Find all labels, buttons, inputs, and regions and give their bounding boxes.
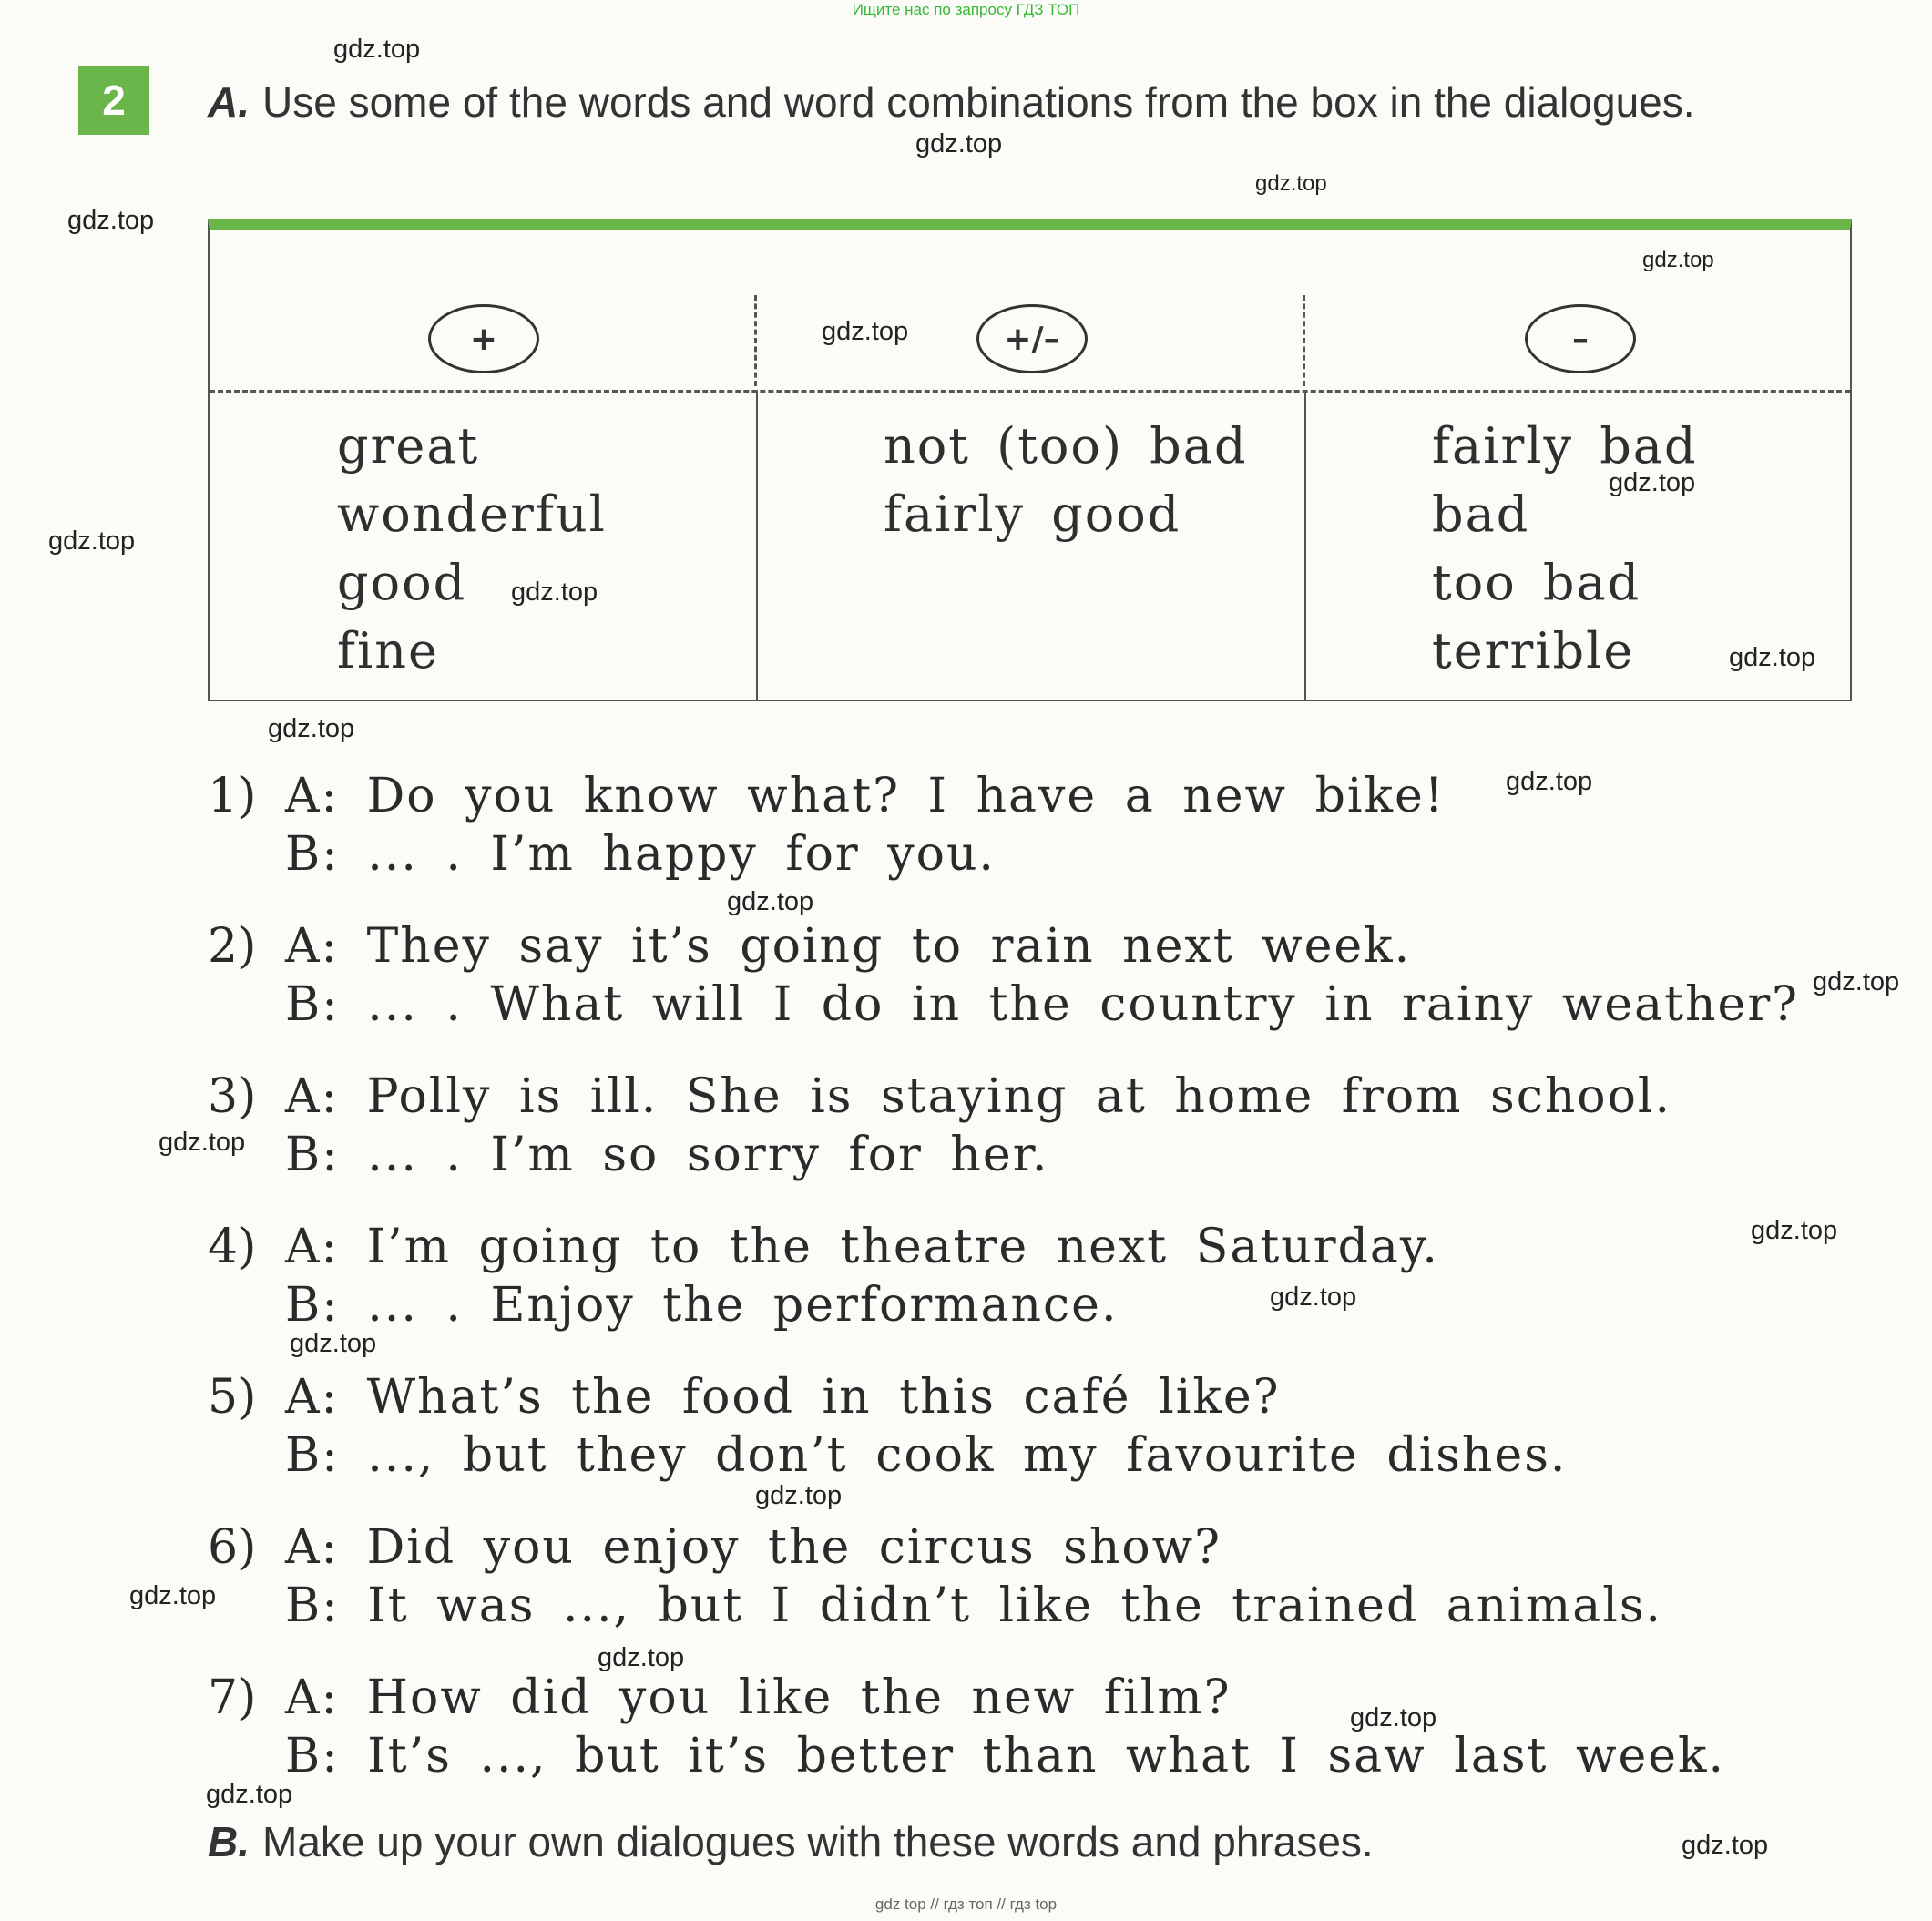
word-item: bad — [1432, 485, 1530, 543]
watermark: gdz.top — [1350, 1703, 1437, 1732]
instruction-b — [208, 1813, 1852, 1871]
line-b — [285, 1276, 1118, 1334]
speaker-a: A: — [285, 769, 340, 823]
watermark: gdz.top — [48, 526, 136, 556]
watermark: gdz.top — [1270, 1282, 1357, 1312]
watermark: gdz.top — [1682, 1831, 1769, 1860]
watermark: gdz.top — [206, 1780, 293, 1809]
word-item: fairly bad — [1432, 417, 1698, 475]
word-item: good — [337, 554, 467, 611]
footer-links[interactable]: gdz top // гдз топ // гдз top — [874, 1895, 1058, 1913]
line-a-text: Do you know what? I have a new bike! — [366, 769, 1446, 823]
watermark: gdz.top — [129, 1581, 217, 1610]
speaker-a: A: — [285, 1370, 340, 1425]
minus-sign-oval: – — [1525, 304, 1636, 373]
speaker-b: B: — [285, 1428, 340, 1483]
line-a — [285, 1368, 1281, 1426]
part-a-letter: A. — [208, 78, 250, 126]
line-b — [285, 1126, 1048, 1184]
word-item: fine — [337, 622, 439, 680]
dialogue-number: 1) — [208, 769, 257, 823]
dialogue-number: 6) — [208, 1520, 257, 1575]
speaker-b: B: — [285, 827, 340, 882]
line-b — [285, 1577, 1662, 1635]
watermark: gdz.top — [67, 206, 155, 235]
word-item: not (too) bad — [884, 417, 1248, 475]
line-a — [285, 1068, 1671, 1126]
speaker-b: B: — [285, 1729, 340, 1783]
part-b-text: Make up your own dialogues with these words and phrases. — [262, 1818, 1374, 1865]
line-b — [285, 1426, 1567, 1485]
watermark: gdz.top — [1751, 1216, 1838, 1245]
line-b-text: It was ..., but I didn’t like the trained animals. — [367, 1579, 1663, 1633]
line-b — [285, 1727, 1725, 1785]
line-a-text: I’m going to the theatre next Saturday. — [366, 1220, 1439, 1274]
speaker-a: A: — [285, 1520, 340, 1575]
watermark: gdz.top — [511, 577, 598, 607]
watermark: gdz.top — [915, 129, 1003, 158]
speaker-b: B: — [285, 977, 340, 1032]
watermark: gdz.top — [598, 1643, 685, 1672]
exercise-number-badge: 2 — [78, 66, 149, 135]
watermark: gdz.top — [822, 317, 909, 346]
line-b — [285, 976, 1799, 1034]
watermark: gdz.top — [1642, 248, 1714, 272]
line-b-text: ... . I’m so sorry for her. — [367, 1128, 1049, 1182]
neutral-words — [884, 412, 1248, 548]
speaker-b: B: — [285, 1128, 340, 1182]
speaker-a: A: — [285, 1069, 340, 1124]
line-a — [285, 1669, 1232, 1727]
dialogue-number: 3) — [208, 1069, 257, 1124]
part-a-text: Use some of the words and word combinations from the box in the dialogues. — [262, 78, 1695, 126]
plus-minus-sign-oval: +/– — [976, 304, 1088, 373]
watermark: gdz.top — [290, 1329, 377, 1358]
line-a — [285, 1218, 1439, 1276]
watermark: gdz.top — [268, 714, 355, 743]
dialogue-number: 7) — [208, 1671, 257, 1725]
line-a — [285, 917, 1411, 976]
word-item: terrible — [1432, 622, 1635, 680]
watermark: gdz.top — [1729, 643, 1816, 672]
watermark: gdz.top — [1813, 967, 1900, 996]
line-a — [285, 767, 1446, 825]
watermark: gdz.top — [1609, 468, 1696, 497]
watermark: gdz.top — [158, 1128, 246, 1157]
watermark: gdz.top — [1506, 767, 1593, 796]
speaker-b: B: — [285, 1278, 340, 1333]
line-b-text: ... . Enjoy the performance. — [367, 1278, 1119, 1333]
dialogue-number: 5) — [208, 1370, 257, 1425]
speaker-a: A: — [285, 1671, 340, 1725]
line-b — [285, 825, 996, 884]
line-a-text: How did you like the new film? — [366, 1671, 1232, 1725]
plus-sign-oval: + — [428, 304, 539, 373]
negative-column — [1304, 230, 1850, 700]
line-b-text: ... . I’m happy for you. — [367, 827, 996, 882]
line-a — [285, 1518, 1222, 1577]
positive-column — [210, 230, 756, 700]
word-item: too bad — [1432, 554, 1641, 611]
speaker-a: A: — [285, 919, 340, 974]
word-item: wonderful — [337, 485, 607, 543]
speaker-a: A: — [285, 1220, 340, 1274]
negative-words — [1432, 412, 1698, 685]
line-b-text: It’s ..., but it’s better than what I saw last week. — [367, 1729, 1726, 1783]
line-b-text: ... . What will I do in the country in rainy weather? — [367, 977, 1800, 1032]
watermark: gdz.top — [755, 1481, 843, 1510]
part-b-letter: B. — [208, 1818, 250, 1865]
watermark: gdz.top — [333, 35, 421, 64]
dialogue-number: 2) — [208, 919, 257, 974]
dialogue-number: 4) — [208, 1220, 257, 1274]
positive-words — [337, 412, 607, 685]
neutral-column — [756, 230, 1304, 700]
watermark: gdz.top — [1255, 171, 1327, 196]
line-a-text: They say it’s going to rain next week. — [366, 919, 1412, 974]
word-item: great — [337, 417, 480, 475]
watermark: gdz.top — [727, 887, 814, 916]
speaker-b: B: — [285, 1579, 340, 1633]
instruction-a — [208, 73, 1852, 131]
line-b-text: ..., but they don’t cook my favourite dishes. — [367, 1428, 1568, 1483]
line-a-text: Polly is ill. She is staying at home from school. — [366, 1069, 1672, 1124]
line-a-text: What’s the food in this café like? — [366, 1370, 1281, 1425]
word-box — [208, 219, 1852, 701]
line-a-text: Did you enjoy the circus show? — [366, 1520, 1222, 1575]
site-banner[interactable]: Ищите нас по запросу ГДЗ ТОП — [852, 1, 1080, 18]
word-item: fairly good — [884, 485, 1181, 543]
